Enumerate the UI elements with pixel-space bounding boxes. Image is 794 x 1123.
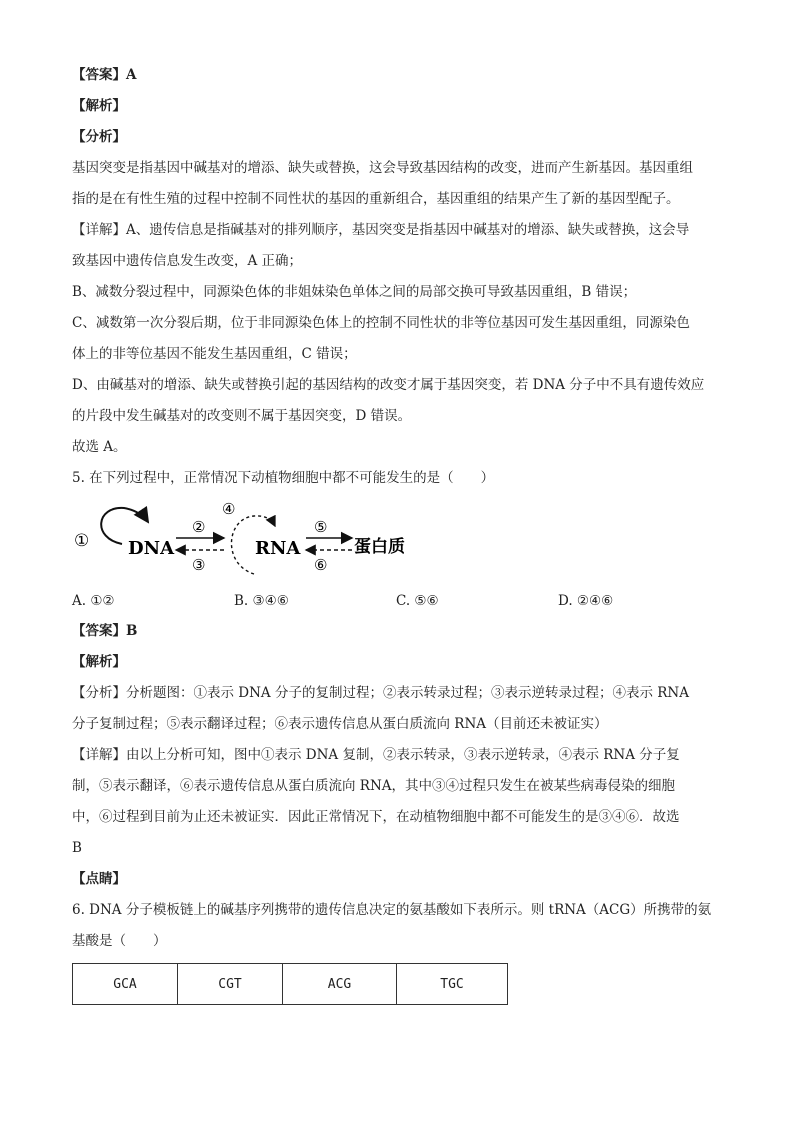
q4-detail-line: D、由碱基对的增添、缺失或替换引起的基因结构的改变才属于基因突变，若 DNA 分子中不具有遗传效应: [72, 377, 705, 393]
q6-stem-line: 6. DNA 分子模板链上的碱基序列携带的遗传信息决定的氨基酸如下表所示。则 tRNA（ACG）所携带的氨: [72, 902, 712, 918]
table-cell: CGT: [178, 964, 283, 1005]
codon-table: [72, 963, 508, 1005]
q5-fenxi-line: 【分析】分析题图：①表示 DNA 分子的复制过程；②表示转录过程；③表示逆转录过程；④表示 RNA: [72, 685, 689, 701]
option-d[interactable]: D. ②④⑥: [558, 593, 614, 609]
q4-fenxi-heading: 【分析】: [72, 129, 126, 145]
q5-fenxi-line: 分子复制过程；⑤表示翻译过程；⑥表示遗传信息从蛋白质流向 RNA（目前还未被证实）: [72, 716, 608, 732]
option-c[interactable]: C. ⑤⑥: [396, 593, 439, 609]
option-b[interactable]: B. ③④⑥: [234, 593, 289, 609]
q5-options: [72, 586, 722, 616]
q4-detail-line: 体上的非等位基因不能发生基因重组，C 错误；: [72, 346, 357, 362]
q5-detail-line: 中，⑥过程到目前为止还未被证实．因此正常情况下，在动植物细胞中都不可能发生的是③④⑥．故选: [72, 809, 680, 825]
table-cell: ACG: [283, 964, 397, 1005]
q5-dianjing-heading: 【点睛】: [72, 871, 126, 887]
q5-analysis-heading: 【解析】: [72, 654, 126, 670]
label-5: ⑤: [314, 518, 328, 536]
central-dogma-diagram: [72, 498, 722, 584]
q4-answer: 【答案】A: [72, 67, 137, 83]
protein-label: 蛋白质: [354, 537, 405, 557]
q4-fenxi-line: 指的是在有性生殖的过程中控制不同性状的基因的重新组合，基因重组的结果产生了新的基因型配子。: [72, 191, 680, 207]
q4-detail-line: 【详解】A、遗传信息是指碱基对的排列顺序，基因突变是指基因中碱基对的增添、缺失或替换，这会导: [72, 222, 690, 238]
q4-fenxi-line: 基因突变是指基因中碱基对的增添、缺失或替换，这会导致基因结构的改变，进而产生新基因。基因重组: [72, 160, 693, 176]
option-a[interactable]: A. ①②: [72, 593, 115, 609]
q4-analysis-heading: 【解析】: [72, 98, 126, 114]
q5-stem: 5. 在下列过程中，正常情况下动植物细胞中都不可能发生的是（ ）: [72, 470, 495, 486]
table-row: [73, 964, 508, 1005]
document-page: [72, 60, 722, 1005]
q5-detail-line: 制，⑤表示翻译，⑥表示遗传信息从蛋白质流向 RNA，其中③④过程只发生在被某些病毒侵染的细胞: [72, 778, 676, 794]
q5-answer: 【答案】B: [72, 623, 138, 639]
label-3: ③: [192, 556, 206, 574]
central-dogma-svg: [72, 498, 432, 584]
label-4: ④: [222, 500, 236, 518]
table-cell: GCA: [73, 964, 178, 1005]
label-1: ①: [74, 531, 90, 551]
q4-conclusion: 故选 A。: [72, 439, 127, 455]
table-cell: TGC: [397, 964, 508, 1005]
label-6: ⑥: [314, 556, 328, 574]
q6-stem-line: 基酸是（ ）: [72, 933, 167, 949]
q4-detail-line: 的片段中发生碱基对的改变则不属于基因突变，D 错误。: [72, 408, 412, 424]
q4-detail-line: B、减数分裂过程中，同源染色体的非姐妹染色单体之间的局部交换可导致基因重组，B 错误；: [72, 284, 637, 300]
label-2: ②: [192, 518, 206, 536]
q5-detail-line: B: [72, 840, 82, 856]
dna-label: DNA: [128, 538, 175, 559]
rna-label: RNA: [255, 538, 301, 559]
q4-detail-line: C、减数第一次分裂后期，位于非同源染色体上的控制不同性状的非等位基因可发生基因重组，同源染色: [72, 315, 690, 331]
q5-detail-line: 【详解】由以上分析可知，图中①表示 DNA 复制，②表示转录，③表示逆转录，④表示 RNA 分子复: [72, 747, 680, 763]
q4-detail-line: 致基因中遗传信息发生改变，A 正确；: [72, 253, 303, 269]
